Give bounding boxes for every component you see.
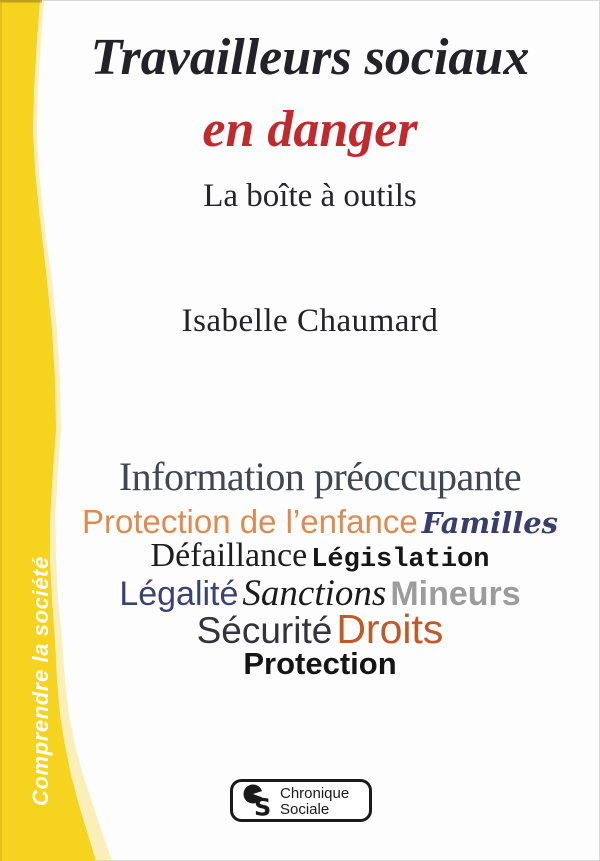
word-cloud-line [45, 537, 595, 575]
author-name: Isabelle Chaumard [181, 303, 439, 339]
word-droits: Droits [336, 606, 444, 652]
publisher-logo [230, 779, 372, 822]
collection-title: Comprendre la société [28, 556, 53, 806]
word-defaillance: Défaillance [150, 537, 308, 574]
book-subtitle: La boîte à outils [203, 178, 417, 214]
word-cloud-line [45, 503, 595, 541]
stripe-left-shade [0, 0, 2, 861]
word-sanctions: Sanctions [242, 573, 387, 614]
svg-text:S: S [254, 793, 272, 822]
word-familles: Familles [421, 506, 559, 540]
word-protection: Protection [243, 646, 397, 681]
book-title-accent: en danger [202, 101, 418, 158]
stripe-top-shade [0, 0, 42, 3]
word-securite: Sécurité [196, 610, 333, 651]
word-information-preoccupante: Information préoccupante [118, 454, 522, 499]
publisher-name-line1: Chronique [280, 785, 350, 802]
word-mineurs: Mineurs [390, 575, 521, 613]
word-protection-de-l-enfance: Protection de l’enfance [81, 503, 418, 540]
word-cloud-line [45, 453, 595, 500]
word-cloud-line [45, 646, 595, 682]
word-legislation: Législation [311, 545, 490, 575]
publisher-name-line2: Sociale [280, 801, 330, 818]
word-cloud-line [45, 572, 595, 615]
book-title: Travailleurs sociaux [90, 29, 530, 86]
word-cloud-line [45, 606, 595, 653]
word-legalite: Légalité [119, 575, 239, 613]
chronique-sociale-logo [230, 779, 372, 822]
